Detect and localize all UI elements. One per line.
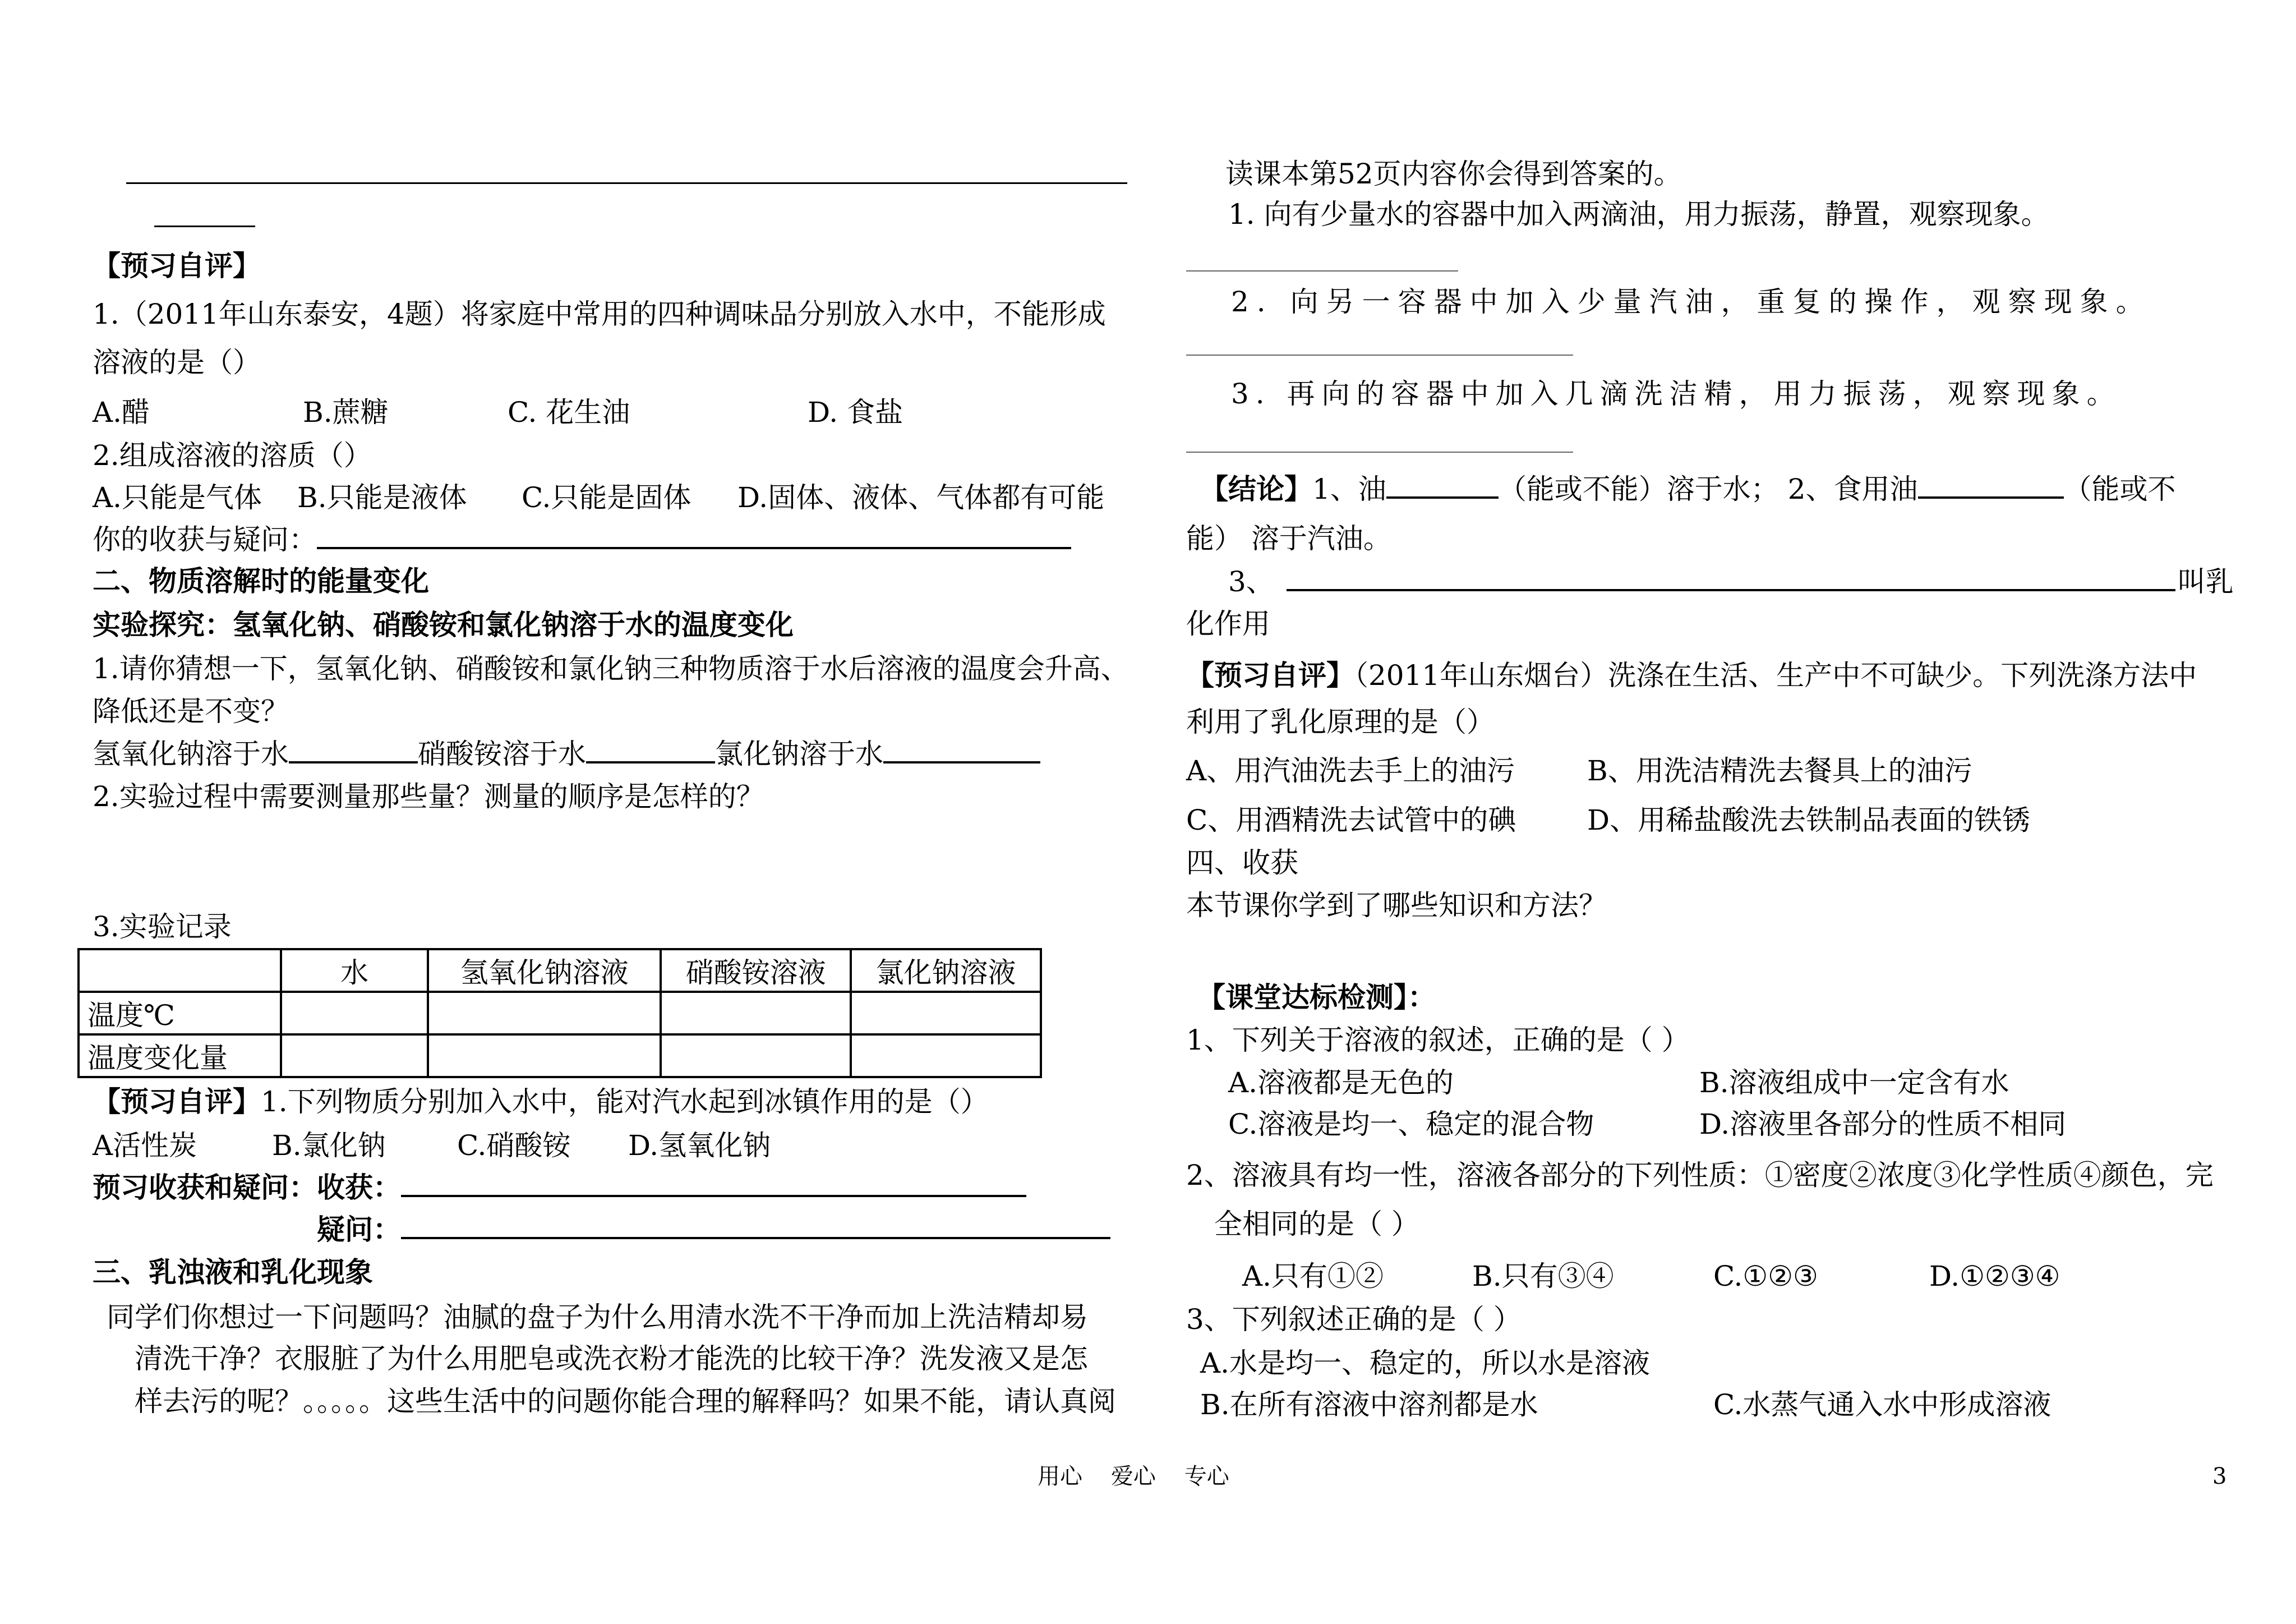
preview-3-cont: 利用了乳化原理的是（）: [1186, 706, 1495, 738]
test-q3-option-a: A.水是均一、稳定的，所以水是溶液: [1200, 1347, 1650, 1379]
conclusion-line-1: 【结论】1、油 （能或不能）溶于水； 2、食用油 （能或不: [1200, 473, 2176, 505]
naoh-blank[interactable]: [289, 737, 418, 763]
cooking-oil-blank[interactable]: [1918, 472, 2064, 499]
test-q3: 3、下列叙述正确的是（ ）: [1186, 1303, 1522, 1336]
sec3-para-1: 同学们你想过一下问题吗？油腻的盘子为什么用清水洗不干净而加上洗洁精却易: [107, 1301, 1088, 1333]
table-header-row: [79, 949, 1041, 992]
test-q1: 1、下列关于溶液的叙述，正确的是（ ）: [1186, 1024, 1690, 1056]
test-q2: 2、溶液具有均一性，溶液各部分的下列性质：①密度②浓度③化学性质④颜色，完: [1186, 1159, 2214, 1191]
nh4no3-blank[interactable]: [586, 737, 715, 763]
table-header-nh4no3: 硝酸铵溶液: [661, 949, 851, 992]
table-cell[interactable]: [851, 992, 1041, 1034]
pb-option-c: C.硝酸铵: [457, 1129, 571, 1162]
gain-blank[interactable]: [401, 1170, 1026, 1197]
table-cell: [79, 949, 281, 992]
q2-option-b: B.只能是液体: [297, 481, 467, 514]
pb-option-d: D.氢氧化钠: [628, 1129, 771, 1162]
q2-option-a: A.只能是气体: [93, 481, 262, 514]
harvest-label-2: 预习收获和疑问：收获：: [93, 1170, 1026, 1206]
test-q2-cont: 全相同的是（ ）: [1214, 1208, 1419, 1240]
table-header-water: 水: [281, 949, 428, 992]
test-q1-option-d: D.溶液里各部分的性质不相同: [1699, 1108, 2067, 1140]
table-row-label: 温度℃: [79, 992, 281, 1034]
table-cell[interactable]: [661, 992, 851, 1034]
test-q3-option-c: C.水蒸气通入水中形成溶液: [1713, 1388, 2051, 1421]
preview-q1: 1.（2011年山东泰安，4题）将家庭中常用的四种调味品分别放入水中，不能形成: [93, 298, 1106, 330]
test-q1-option-a: A.溶液都是无色的: [1228, 1066, 1454, 1099]
table-row: [79, 1034, 1041, 1077]
q1-option-d: D. 食盐: [808, 396, 903, 429]
sec2-q3: 3.实验记录: [93, 910, 232, 943]
preview-title-3: 【预习自评】: [1186, 659, 1354, 692]
harvest-blank-1[interactable]: [317, 522, 1071, 549]
table-row-label: 温度变化量: [79, 1034, 281, 1077]
table-cell[interactable]: [281, 992, 428, 1034]
q2-option-d: D.固体、液体、气体都有可能: [737, 481, 1105, 514]
table-cell[interactable]: [661, 1034, 851, 1077]
sec2-q1-cont: 降低还是不变？: [93, 695, 289, 728]
pb-option-a: A活性炭: [93, 1129, 197, 1162]
temperature-fill-row: 氢氧化钠溶于水 硝酸铵溶于水 氯化钠溶于水: [93, 736, 1040, 772]
section-4-title: 四、收获: [1186, 846, 1298, 879]
q2-option-c: C.只能是固体: [522, 481, 691, 514]
table-row: [79, 992, 1041, 1034]
q1-option-b: B.蔗糖: [303, 396, 389, 429]
pc-option-c: C、用酒精洗去试管中的碘: [1186, 804, 1516, 836]
doubt-label: 疑问：: [317, 1212, 1110, 1248]
table-header-naoh: 氢氧化钠溶液: [428, 949, 661, 992]
test-q2-option-d: D.①②③④: [1929, 1260, 2060, 1292]
table-header-nacl: 氯化钠溶液: [851, 949, 1041, 992]
conclusion-line-3: 3、 叫乳: [1228, 565, 2234, 598]
step-2-rule: [1186, 355, 1573, 356]
footer-motto: 用心 爱心 专心: [1038, 1464, 1229, 1489]
experiment-record-table: [77, 948, 1042, 1078]
short-rule: [154, 226, 255, 227]
sec2-q1: 1.请你猜想一下，氢氧化钠、硝酸铵和氯化钠三种物质溶于水后溶液的温度会升高、: [93, 652, 1129, 685]
harvest-label-1: 你的收获与疑问：: [93, 522, 1071, 558]
experiment-title: 实验探究：氢氧化钠、硝酸铵和氯化钠溶于水的温度变化: [93, 609, 794, 641]
test-q2-option-b: B.只有③④: [1472, 1260, 1614, 1292]
table-cell[interactable]: [428, 1034, 661, 1077]
test-title: 【课堂达标检测】：: [1197, 981, 1436, 1014]
nacl-blank[interactable]: [883, 737, 1040, 763]
top-rule: [126, 182, 1127, 184]
read-textbook: 读课本第52页内容你会得到答案的。: [1225, 158, 1682, 190]
table-cell[interactable]: [428, 992, 661, 1034]
conclusion-line-4: 化作用: [1186, 608, 1270, 640]
q1-option-c: C. 花生油: [508, 396, 630, 429]
pc-option-a: A、用汽油洗去手上的油污: [1186, 755, 1515, 787]
pb-option-b: B.氯化钠: [272, 1129, 386, 1162]
test-q1-option-c: C.溶液是均一、稳定的混合物: [1228, 1108, 1594, 1140]
step-1-rule: [1186, 270, 1458, 272]
pc-option-d: D、用稀盐酸洗去铁制品表面的铁锈: [1587, 804, 2031, 836]
section-3-title: 三、乳浊液和乳化现象: [93, 1256, 373, 1289]
page-number: 3: [2212, 1464, 2227, 1489]
preview-title-2: 【预习自评】: [93, 1085, 261, 1118]
step-3: 3. 再向的容器中加入几滴洗洁精，用力振荡，观察现象。: [1231, 378, 2122, 410]
test-q2-option-a: A.只有①②: [1242, 1260, 1384, 1292]
emulsion-blank[interactable]: [1287, 564, 2175, 591]
q1-option-a: A.醋: [93, 396, 150, 429]
conclusion-title: 【结论】: [1200, 473, 1312, 505]
step-2: 2. 向另一容器中加入少量汽油，重复的操作，观察现象。: [1231, 286, 2152, 318]
table-cell[interactable]: [851, 1034, 1041, 1077]
step-3-rule: [1186, 452, 1573, 453]
section-4-question: 本节课你学到了哪些知识和方法？: [1186, 889, 1607, 922]
test-q1-option-b: B.溶液组成中一定含有水: [1699, 1066, 2009, 1099]
test-q2-option-c: C.①②③: [1713, 1260, 1818, 1292]
section-2-title: 二、物质溶解时的能量变化: [93, 565, 429, 597]
preview-q1-cont: 溶液的是（）: [93, 346, 261, 379]
pc-option-b: B、用洗洁精洗去餐具上的油污: [1587, 755, 1972, 787]
step-1: 1. 向有少量水的容器中加入两滴油，用力振荡，静置，观察现象。: [1228, 198, 2049, 231]
doubt-blank[interactable]: [401, 1212, 1110, 1239]
preview-q2: 2.组成溶液的溶质（）: [93, 439, 372, 472]
preview-title-1: 【预习自评】: [93, 250, 261, 282]
conclusion-line-2: 能） 溶于汽油。: [1186, 522, 1391, 555]
preview-2-question: 【预习自评】1.下列物质分别加入水中，能对汽水起到冰镇作用的是（）: [93, 1085, 989, 1118]
test-q3-option-b: B.在所有溶液中溶剂都是水: [1200, 1388, 1538, 1421]
table-cell[interactable]: [281, 1034, 428, 1077]
oil-blank[interactable]: [1386, 472, 1499, 499]
sec3-para-3: 样去污的呢？。。。。。这些生活中的问题你能合理的解释吗？如果不能，请认真阅: [135, 1385, 1116, 1418]
sec3-para-2: 清洗干净？衣服脏了为什么用肥皂或洗衣粉才能洗的比较干净？洗发液又是怎: [135, 1342, 1088, 1375]
sec2-q2: 2.实验过程中需要测量那些量？测量的顺序是怎样的？: [93, 780, 764, 813]
preview-3-question: 【预习自评】（2011年山东烟台）洗涤在生活、生产中不可缺少。下列洗涤方法中: [1186, 659, 2197, 692]
